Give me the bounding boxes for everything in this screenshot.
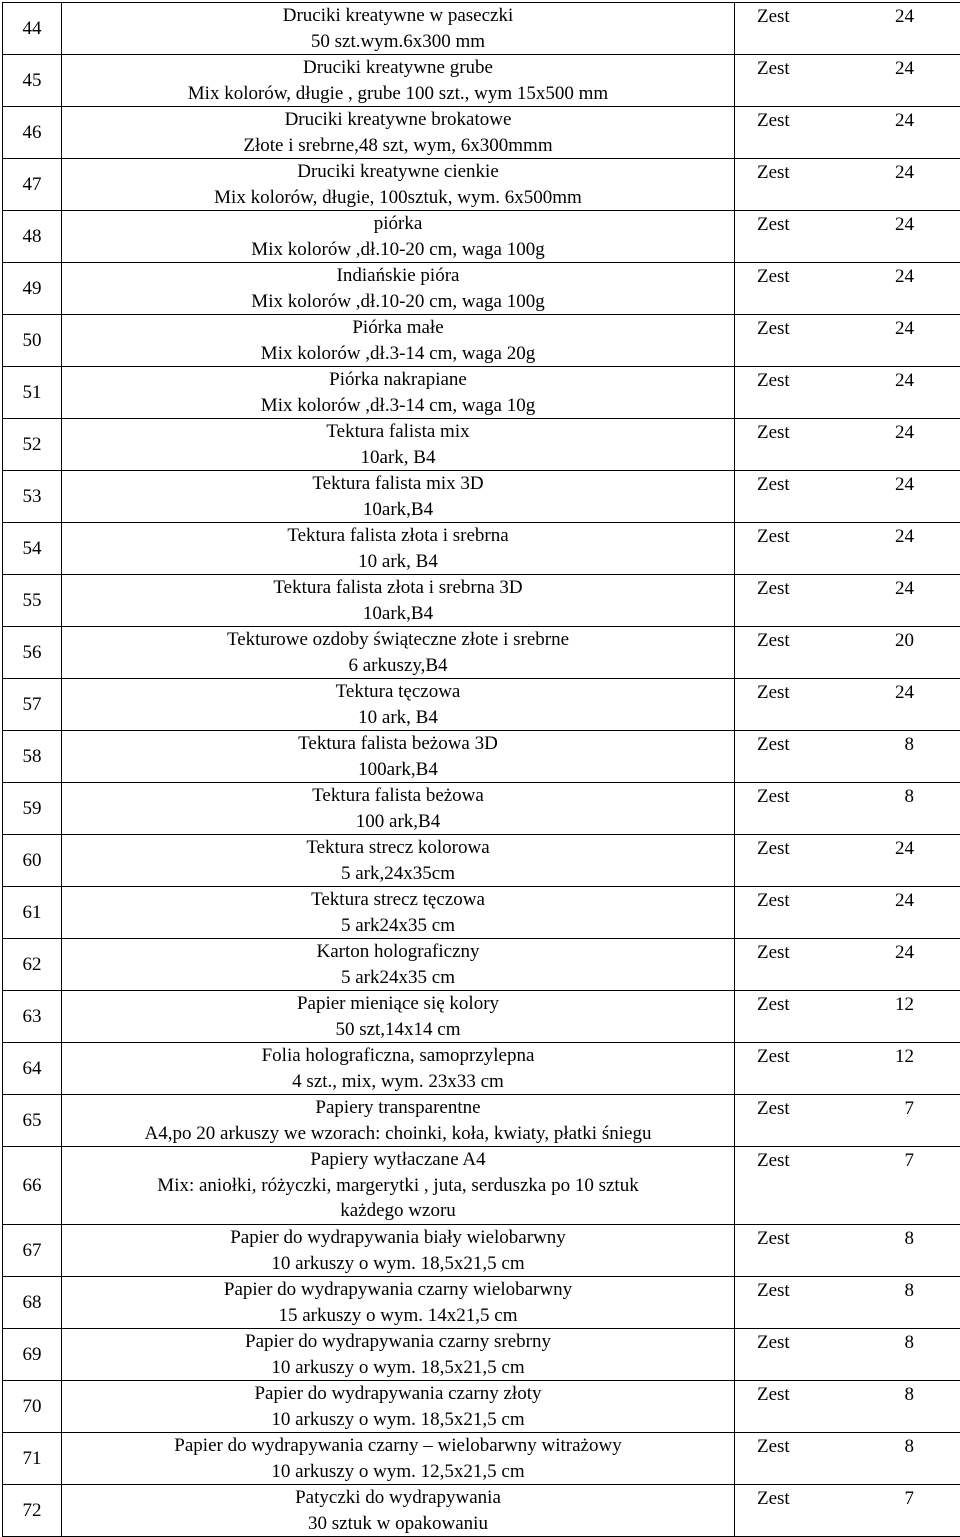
- quantity-value: 12: [895, 1046, 914, 1068]
- item-description: [62, 1329, 735, 1381]
- row-number: 66: [3, 1147, 62, 1225]
- unit-quantity-cell: [735, 1381, 960, 1433]
- item-description: [62, 1225, 735, 1277]
- row-number: 62: [3, 939, 62, 991]
- table-row: [3, 991, 960, 1043]
- item-description: [62, 783, 735, 835]
- description-line: Mix kolorów ,dł.3-14 cm, waga 20g: [62, 341, 734, 367]
- table-row: [3, 1381, 960, 1433]
- unit-label: Zest: [757, 630, 790, 652]
- unit-label: Zest: [757, 1436, 790, 1458]
- unit-label: Zest: [757, 370, 790, 392]
- description-line: Piórka nakrapiane: [62, 367, 734, 393]
- item-description: [62, 55, 735, 107]
- table-row: [3, 419, 960, 471]
- unit-quantity-cell: [735, 3, 960, 55]
- unit-label: Zest: [757, 1488, 790, 1510]
- item-description: [62, 1381, 735, 1433]
- unit-label: Zest: [757, 734, 790, 756]
- row-number: 69: [3, 1329, 62, 1381]
- description-line: Papier do wydrapywania czarny złoty: [62, 1381, 734, 1407]
- description-line: 10ark, B4: [62, 445, 734, 471]
- unit-quantity-cell: [735, 991, 960, 1043]
- unit-quantity-cell: [735, 1433, 960, 1485]
- description-line: Tektura falista mix 3D: [62, 471, 734, 497]
- description-line: Papiery wytłaczane A4: [62, 1147, 734, 1173]
- unit-label: Zest: [757, 890, 790, 912]
- quantity-value: 24: [895, 162, 914, 184]
- quantity-value: 24: [895, 58, 914, 80]
- unit-quantity-cell: [735, 471, 960, 523]
- unit-quantity-cell: [735, 1095, 960, 1147]
- unit-label: Zest: [757, 214, 790, 236]
- description-line: Mix kolorów ,dł.10-20 cm, waga 100g: [62, 289, 734, 315]
- unit-quantity-cell: [735, 575, 960, 627]
- quantity-value: 7: [905, 1150, 915, 1172]
- item-description: [62, 419, 735, 471]
- unit-label: Zest: [757, 942, 790, 964]
- row-number: 49: [3, 263, 62, 315]
- description-line: Indiańskie pióra: [62, 263, 734, 289]
- quantity-value: 24: [895, 214, 914, 236]
- description-line: 4 szt., mix, wym. 23x33 cm: [62, 1069, 734, 1095]
- description-line: 100 ark,B4: [62, 809, 734, 835]
- row-number: 65: [3, 1095, 62, 1147]
- item-description: [62, 1433, 735, 1485]
- unit-label: Zest: [757, 6, 790, 28]
- description-line: 100ark,B4: [62, 757, 734, 783]
- product-table: [2, 2, 960, 1537]
- table-row: [3, 575, 960, 627]
- unit-label: Zest: [757, 110, 790, 132]
- description-line: 15 arkuszy o wym. 14x21,5 cm: [62, 1303, 734, 1329]
- description-line: Tekturowe ozdoby świąteczne złote i srebrne: [62, 627, 734, 653]
- unit-label: Zest: [757, 1332, 790, 1354]
- row-number: 56: [3, 627, 62, 679]
- row-number: 60: [3, 835, 62, 887]
- unit-quantity-cell: [735, 523, 960, 575]
- row-number: 63: [3, 991, 62, 1043]
- table-row: [3, 1485, 960, 1537]
- item-description: [62, 107, 735, 159]
- description-line: 10ark,B4: [62, 497, 734, 523]
- unit-quantity-cell: [735, 1329, 960, 1381]
- description-line: Mix kolorów, długie, 100sztuk, wym. 6x500mm: [62, 185, 734, 211]
- description-line: Druciki kreatywne w paseczki: [62, 3, 734, 29]
- table-row: [3, 367, 960, 419]
- quantity-value: 24: [895, 682, 914, 704]
- item-description: [62, 263, 735, 315]
- table-row: [3, 1095, 960, 1147]
- quantity-value: 7: [905, 1488, 915, 1510]
- item-description: [62, 991, 735, 1043]
- table-row: [3, 159, 960, 211]
- unit-label: Zest: [757, 318, 790, 340]
- row-number: 52: [3, 419, 62, 471]
- description-line: 50 szt.wym.6x300 mm: [62, 29, 734, 55]
- table-row: [3, 731, 960, 783]
- description-line: Folia holograficzna, samoprzylepna: [62, 1043, 734, 1069]
- quantity-value: 8: [905, 734, 915, 756]
- item-description: [62, 523, 735, 575]
- description-line: Papier do wydrapywania czarny srebrny: [62, 1329, 734, 1355]
- description-line: 10 arkuszy o wym. 18,5x21,5 cm: [62, 1251, 734, 1277]
- unit-quantity-cell: [735, 679, 960, 731]
- item-description: [62, 315, 735, 367]
- row-number: 72: [3, 1485, 62, 1537]
- table-row: [3, 1147, 960, 1225]
- description-line: Tektura falista beżowa 3D: [62, 731, 734, 757]
- item-description: [62, 887, 735, 939]
- description-line: Tektura falista złota i srebrna 3D: [62, 575, 734, 601]
- row-number: 67: [3, 1225, 62, 1277]
- row-number: 48: [3, 211, 62, 263]
- row-number: 59: [3, 783, 62, 835]
- row-number: 61: [3, 887, 62, 939]
- quantity-value: 8: [905, 1280, 915, 1302]
- quantity-value: 8: [905, 1436, 915, 1458]
- unit-quantity-cell: [735, 367, 960, 419]
- unit-label: Zest: [757, 1280, 790, 1302]
- description-line: Tektura falista złota i srebrna: [62, 523, 734, 549]
- unit-quantity-cell: [735, 1225, 960, 1277]
- description-line: 10ark,B4: [62, 601, 734, 627]
- table-row: [3, 1433, 960, 1485]
- table-row: [3, 679, 960, 731]
- table-row: [3, 211, 960, 263]
- description-line: Mix: aniołki, różyczki, margerytki , juta, serduszka po 10 sztuk: [62, 1173, 734, 1199]
- unit-quantity-cell: [735, 939, 960, 991]
- unit-quantity-cell: [735, 1485, 960, 1537]
- item-description: [62, 1485, 735, 1537]
- description-line: Tektura strecz kolorowa: [62, 835, 734, 861]
- description-line: Mix kolorów ,dł.3-14 cm, waga 10g: [62, 393, 734, 419]
- unit-quantity-cell: [735, 731, 960, 783]
- unit-quantity-cell: [735, 783, 960, 835]
- table-row: [3, 1043, 960, 1095]
- description-line: 50 szt,14x14 cm: [62, 1017, 734, 1043]
- unit-label: Zest: [757, 578, 790, 600]
- table-row: [3, 523, 960, 575]
- table-row: [3, 1225, 960, 1277]
- row-number: 70: [3, 1381, 62, 1433]
- unit-label: Zest: [757, 1228, 790, 1250]
- unit-label: Zest: [757, 162, 790, 184]
- description-line: Mix kolorów ,dł.10-20 cm, waga 100g: [62, 237, 734, 263]
- quantity-value: 24: [895, 838, 914, 860]
- quantity-value: 24: [895, 526, 914, 548]
- quantity-value: 7: [905, 1098, 915, 1120]
- unit-quantity-cell: [735, 315, 960, 367]
- description-line: Mix kolorów, długie , grube 100 szt., wym 15x500 mm: [62, 81, 734, 107]
- quantity-value: 24: [895, 942, 914, 964]
- description-line: A4,po 20 arkuszy we wzorach: choinki, koła, kwiaty, płatki śniegu: [62, 1121, 734, 1147]
- item-description: [62, 3, 735, 55]
- quantity-value: 24: [895, 370, 914, 392]
- quantity-value: 8: [905, 786, 915, 808]
- row-number: 54: [3, 523, 62, 575]
- description-line: Tektura falista beżowa: [62, 783, 734, 809]
- description-line: 10 arkuszy o wym. 18,5x21,5 cm: [62, 1355, 734, 1381]
- item-description: [62, 679, 735, 731]
- table-row: [3, 1329, 960, 1381]
- table-row: [3, 835, 960, 887]
- unit-label: Zest: [757, 682, 790, 704]
- description-line: każdego wzoru: [62, 1198, 734, 1224]
- unit-label: Zest: [757, 1150, 790, 1172]
- description-line: 10 arkuszy o wym. 12,5x21,5 cm: [62, 1459, 734, 1485]
- unit-label: Zest: [757, 422, 790, 444]
- table-row: [3, 471, 960, 523]
- unit-label: Zest: [757, 1046, 790, 1068]
- description-line: Papiery transparentne: [62, 1095, 734, 1121]
- item-description: [62, 627, 735, 679]
- table-row: [3, 107, 960, 159]
- row-number: 64: [3, 1043, 62, 1095]
- description-line: Tektura strecz tęczowa: [62, 887, 734, 913]
- description-line: 6 arkuszy,B4: [62, 653, 734, 679]
- quantity-value: 8: [905, 1384, 915, 1406]
- description-line: Papier do wydrapywania czarny – wielobarwny witrażowy: [62, 1433, 734, 1459]
- unit-quantity-cell: [735, 627, 960, 679]
- row-number: 71: [3, 1433, 62, 1485]
- row-number: 68: [3, 1277, 62, 1329]
- unit-label: Zest: [757, 786, 790, 808]
- description-line: 5 ark,24x35cm: [62, 861, 734, 887]
- description-line: piórka: [62, 211, 734, 237]
- quantity-value: 24: [895, 110, 914, 132]
- description-line: Druciki kreatywne grube: [62, 55, 734, 81]
- description-line: Patyczki do wydrapywania: [62, 1485, 734, 1511]
- item-description: [62, 1277, 735, 1329]
- quantity-value: 24: [895, 318, 914, 340]
- quantity-value: 8: [905, 1228, 915, 1250]
- item-description: [62, 367, 735, 419]
- item-description: [62, 731, 735, 783]
- unit-label: Zest: [757, 526, 790, 548]
- unit-quantity-cell: [735, 211, 960, 263]
- row-number: 51: [3, 367, 62, 419]
- unit-quantity-cell: [735, 263, 960, 315]
- row-number: 44: [3, 3, 62, 55]
- row-number: 53: [3, 471, 62, 523]
- item-description: [62, 1043, 735, 1095]
- description-line: Tektura tęczowa: [62, 679, 734, 705]
- unit-label: Zest: [757, 58, 790, 80]
- item-description: [62, 471, 735, 523]
- row-number: 57: [3, 679, 62, 731]
- unit-quantity-cell: [735, 835, 960, 887]
- row-number: 47: [3, 159, 62, 211]
- description-line: Druciki kreatywne cienkie: [62, 159, 734, 185]
- description-line: 10 ark, B4: [62, 705, 734, 731]
- product-table-body: [3, 3, 960, 1537]
- description-line: Druciki kreatywne brokatowe: [62, 107, 734, 133]
- row-number: 46: [3, 107, 62, 159]
- unit-label: Zest: [757, 474, 790, 496]
- unit-quantity-cell: [735, 55, 960, 107]
- table-row: [3, 887, 960, 939]
- table-row: [3, 939, 960, 991]
- description-line: 10 ark, B4: [62, 549, 734, 575]
- item-description: [62, 1095, 735, 1147]
- description-line: Papier do wydrapywania czarny wielobarwny: [62, 1277, 734, 1303]
- description-line: Tektura falista mix: [62, 419, 734, 445]
- item-description: [62, 835, 735, 887]
- row-number: 45: [3, 55, 62, 107]
- description-line: 10 arkuszy o wym. 18,5x21,5 cm: [62, 1407, 734, 1433]
- unit-quantity-cell: [735, 159, 960, 211]
- table-row: [3, 1277, 960, 1329]
- description-line: 5 ark24x35 cm: [62, 965, 734, 991]
- unit-label: Zest: [757, 838, 790, 860]
- quantity-value: 24: [895, 422, 914, 444]
- unit-quantity-cell: [735, 419, 960, 471]
- unit-quantity-cell: [735, 1043, 960, 1095]
- quantity-value: 24: [895, 890, 914, 912]
- quantity-value: 12: [895, 994, 914, 1016]
- row-number: 55: [3, 575, 62, 627]
- description-line: Karton holograficzny: [62, 939, 734, 965]
- item-description: [62, 1147, 735, 1225]
- unit-label: Zest: [757, 1098, 790, 1120]
- quantity-value: 24: [895, 6, 914, 28]
- description-line: 30 sztuk w opakowaniu: [62, 1511, 734, 1537]
- table-row: [3, 315, 960, 367]
- table-row: [3, 783, 960, 835]
- table-row: [3, 55, 960, 107]
- quantity-value: 24: [895, 578, 914, 600]
- table-row: [3, 3, 960, 55]
- item-description: [62, 575, 735, 627]
- unit-label: Zest: [757, 1384, 790, 1406]
- unit-quantity-cell: [735, 1277, 960, 1329]
- quantity-value: 24: [895, 474, 914, 496]
- unit-quantity-cell: [735, 107, 960, 159]
- item-description: [62, 939, 735, 991]
- description-line: Piórka małe: [62, 315, 734, 341]
- description-line: Papier mieniące się kolory: [62, 991, 734, 1017]
- row-number: 50: [3, 315, 62, 367]
- description-line: 5 ark24x35 cm: [62, 913, 734, 939]
- unit-label: Zest: [757, 994, 790, 1016]
- unit-quantity-cell: [735, 887, 960, 939]
- row-number: 58: [3, 731, 62, 783]
- item-description: [62, 211, 735, 263]
- unit-label: Zest: [757, 266, 790, 288]
- description-line: Złote i srebrne,48 szt, wym, 6x300mmm: [62, 133, 734, 159]
- item-description: [62, 159, 735, 211]
- table-row: [3, 627, 960, 679]
- quantity-value: 24: [895, 266, 914, 288]
- table-row: [3, 263, 960, 315]
- quantity-value: 8: [905, 1332, 915, 1354]
- quantity-value: 20: [895, 630, 914, 652]
- unit-quantity-cell: [735, 1147, 960, 1225]
- description-line: Papier do wydrapywania biały wielobarwny: [62, 1225, 734, 1251]
